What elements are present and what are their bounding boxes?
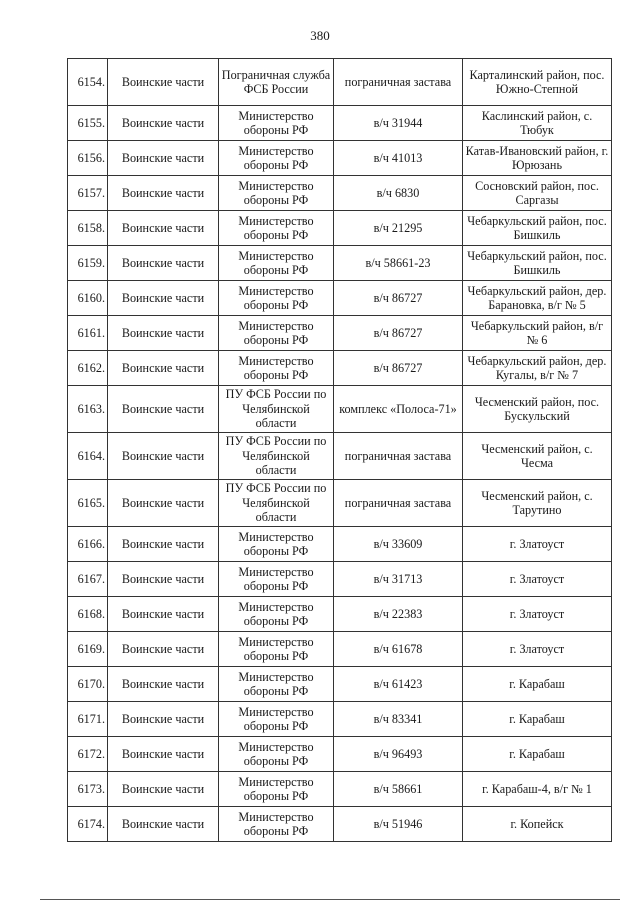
table-row xyxy=(68,141,612,176)
unit-cell: в/ч 61678 xyxy=(334,632,463,667)
location-cell: Карталинский район, пос. Южно-Степной xyxy=(463,59,612,106)
object-type-cell: Воинские части xyxy=(108,807,219,842)
unit-cell: в/ч 6830 xyxy=(334,176,463,211)
row-number-cell: 6173. xyxy=(68,772,108,807)
table-row xyxy=(68,386,612,433)
unit-cell: в/ч 33609 xyxy=(334,527,463,562)
row-number-cell: 6159. xyxy=(68,246,108,281)
row-number-cell: 6171. xyxy=(68,702,108,737)
table-row xyxy=(68,527,612,562)
department-cell: Министерство обороны РФ xyxy=(219,176,334,211)
department-cell: Министерство обороны РФ xyxy=(219,211,334,246)
department-cell: Министерство обороны РФ xyxy=(219,316,334,351)
unit-cell: пограничная застава xyxy=(334,433,463,480)
department-cell: Министерство обороны РФ xyxy=(219,281,334,316)
unit-cell: пограничная застава xyxy=(334,59,463,106)
location-cell: Катав-Ивановский район, г. Юрюзань xyxy=(463,141,612,176)
department-cell: Министерство обороны РФ xyxy=(219,632,334,667)
department-cell: ПУ ФСБ России по Челябинской области xyxy=(219,433,334,480)
location-cell: Чебаркульский район, дер. Кугалы, в/г № 7 xyxy=(463,351,612,386)
object-type-cell: Воинские части xyxy=(108,386,219,433)
department-cell: Пограничная служба ФСБ России xyxy=(219,59,334,106)
unit-cell: пограничная застава xyxy=(334,480,463,527)
location-cell: г. Златоуст xyxy=(463,562,612,597)
department-cell: Министерство обороны РФ xyxy=(219,597,334,632)
location-cell: г. Карабаш xyxy=(463,737,612,772)
table-row xyxy=(68,667,612,702)
location-cell: г. Карабаш xyxy=(463,667,612,702)
object-type-cell: Воинские части xyxy=(108,772,219,807)
department-cell: Министерство обороны РФ xyxy=(219,562,334,597)
row-number-cell: 6157. xyxy=(68,176,108,211)
table-row xyxy=(68,737,612,772)
unit-cell: в/ч 51946 xyxy=(334,807,463,842)
table-row xyxy=(68,316,612,351)
table-row xyxy=(68,480,612,527)
object-type-cell: Воинские части xyxy=(108,281,219,316)
table-row xyxy=(68,562,612,597)
unit-cell: в/ч 96493 xyxy=(334,737,463,772)
location-cell: г. Златоуст xyxy=(463,527,612,562)
department-cell: Министерство обороны РФ xyxy=(219,141,334,176)
unit-cell: в/ч 31713 xyxy=(334,562,463,597)
table-row xyxy=(68,597,612,632)
page-bottom-rule xyxy=(40,899,620,900)
unit-cell: в/ч 22383 xyxy=(334,597,463,632)
location-cell: Чебаркульский район, пос. Бишкиль xyxy=(463,246,612,281)
unit-cell: в/ч 41013 xyxy=(334,141,463,176)
object-type-cell: Воинские части xyxy=(108,597,219,632)
location-cell: г. Карабаш-4, в/г № 1 xyxy=(463,772,612,807)
object-type-cell: Воинские части xyxy=(108,702,219,737)
table-row xyxy=(68,176,612,211)
object-type-cell: Воинские части xyxy=(108,59,219,106)
row-number-cell: 6155. xyxy=(68,106,108,141)
location-cell: Сосновский район, пос. Саргазы xyxy=(463,176,612,211)
object-type-cell: Воинские части xyxy=(108,433,219,480)
object-type-cell: Воинские части xyxy=(108,141,219,176)
unit-cell: в/ч 86727 xyxy=(334,281,463,316)
object-type-cell: Воинские части xyxy=(108,562,219,597)
object-type-cell: Воинские части xyxy=(108,176,219,211)
object-type-cell: Воинские части xyxy=(108,351,219,386)
location-cell: г. Златоуст xyxy=(463,597,612,632)
row-number-cell: 6160. xyxy=(68,281,108,316)
unit-cell: комплекс «Полоса-71» xyxy=(334,386,463,433)
unit-cell: в/ч 21295 xyxy=(334,211,463,246)
row-number-cell: 6156. xyxy=(68,141,108,176)
row-number-cell: 6163. xyxy=(68,386,108,433)
department-cell: Министерство обороны РФ xyxy=(219,667,334,702)
row-number-cell: 6162. xyxy=(68,351,108,386)
row-number-cell: 6165. xyxy=(68,480,108,527)
object-type-cell: Воинские части xyxy=(108,667,219,702)
unit-cell: в/ч 58661 xyxy=(334,772,463,807)
location-cell: Каслинский район, с. Тюбук xyxy=(463,106,612,141)
department-cell: ПУ ФСБ России по Челябинской области xyxy=(219,386,334,433)
department-cell: Министерство обороны РФ xyxy=(219,772,334,807)
object-type-cell: Воинские части xyxy=(108,246,219,281)
department-cell: Министерство обороны РФ xyxy=(219,527,334,562)
department-cell: Министерство обороны РФ xyxy=(219,702,334,737)
row-number-cell: 6166. xyxy=(68,527,108,562)
department-cell: Министерство обороны РФ xyxy=(219,106,334,141)
table-row xyxy=(68,433,612,480)
table-row xyxy=(68,246,612,281)
row-number-cell: 6164. xyxy=(68,433,108,480)
unit-cell: в/ч 31944 xyxy=(334,106,463,141)
row-number-cell: 6158. xyxy=(68,211,108,246)
location-cell: г. Златоуст xyxy=(463,632,612,667)
object-type-cell: Воинские части xyxy=(108,737,219,772)
unit-cell: в/ч 86727 xyxy=(334,351,463,386)
department-cell: Министерство обороны РФ xyxy=(219,246,334,281)
location-cell: Чесменский район, с. Чесма xyxy=(463,433,612,480)
row-number-cell: 6169. xyxy=(68,632,108,667)
department-cell: Министерство обороны РФ xyxy=(219,351,334,386)
object-type-cell: Воинские части xyxy=(108,527,219,562)
location-cell: Чебаркульский район, дер. Барановка, в/г № 5 xyxy=(463,281,612,316)
unit-cell: в/ч 86727 xyxy=(334,316,463,351)
unit-cell: в/ч 61423 xyxy=(334,667,463,702)
location-cell: г. Карабаш xyxy=(463,702,612,737)
department-cell: Министерство обороны РФ xyxy=(219,807,334,842)
row-number-cell: 6167. xyxy=(68,562,108,597)
department-cell: Министерство обороны РФ xyxy=(219,737,334,772)
object-type-cell: Воинские части xyxy=(108,632,219,667)
table-row xyxy=(68,632,612,667)
table-row xyxy=(68,702,612,737)
location-cell: Чебаркульский район, в/г № 6 xyxy=(463,316,612,351)
table-row xyxy=(68,807,612,842)
table-row xyxy=(68,772,612,807)
location-cell: Чебаркульский район, пос. Бишкиль xyxy=(463,211,612,246)
registry-table xyxy=(67,58,612,842)
table-row xyxy=(68,59,612,106)
object-type-cell: Воинские части xyxy=(108,106,219,141)
row-number-cell: 6172. xyxy=(68,737,108,772)
row-number-cell: 6174. xyxy=(68,807,108,842)
location-cell: Чесменский район, с. Тарутино xyxy=(463,480,612,527)
object-type-cell: Воинские части xyxy=(108,316,219,351)
row-number-cell: 6168. xyxy=(68,597,108,632)
object-type-cell: Воинские части xyxy=(108,480,219,527)
object-type-cell: Воинские части xyxy=(108,211,219,246)
page-number: 380 xyxy=(310,28,330,43)
table-row xyxy=(68,281,612,316)
table-row xyxy=(68,351,612,386)
unit-cell: в/ч 83341 xyxy=(334,702,463,737)
row-number-cell: 6170. xyxy=(68,667,108,702)
row-number-cell: 6161. xyxy=(68,316,108,351)
location-cell: Чесменский район, пос. Бускульский xyxy=(463,386,612,433)
unit-cell: в/ч 58661-23 xyxy=(334,246,463,281)
registry-table-body xyxy=(68,59,612,842)
department-cell: ПУ ФСБ России по Челябинской области xyxy=(219,480,334,527)
location-cell: г. Копейск xyxy=(463,807,612,842)
table-row xyxy=(68,211,612,246)
row-number-cell: 6154. xyxy=(68,59,108,106)
table-row xyxy=(68,106,612,141)
